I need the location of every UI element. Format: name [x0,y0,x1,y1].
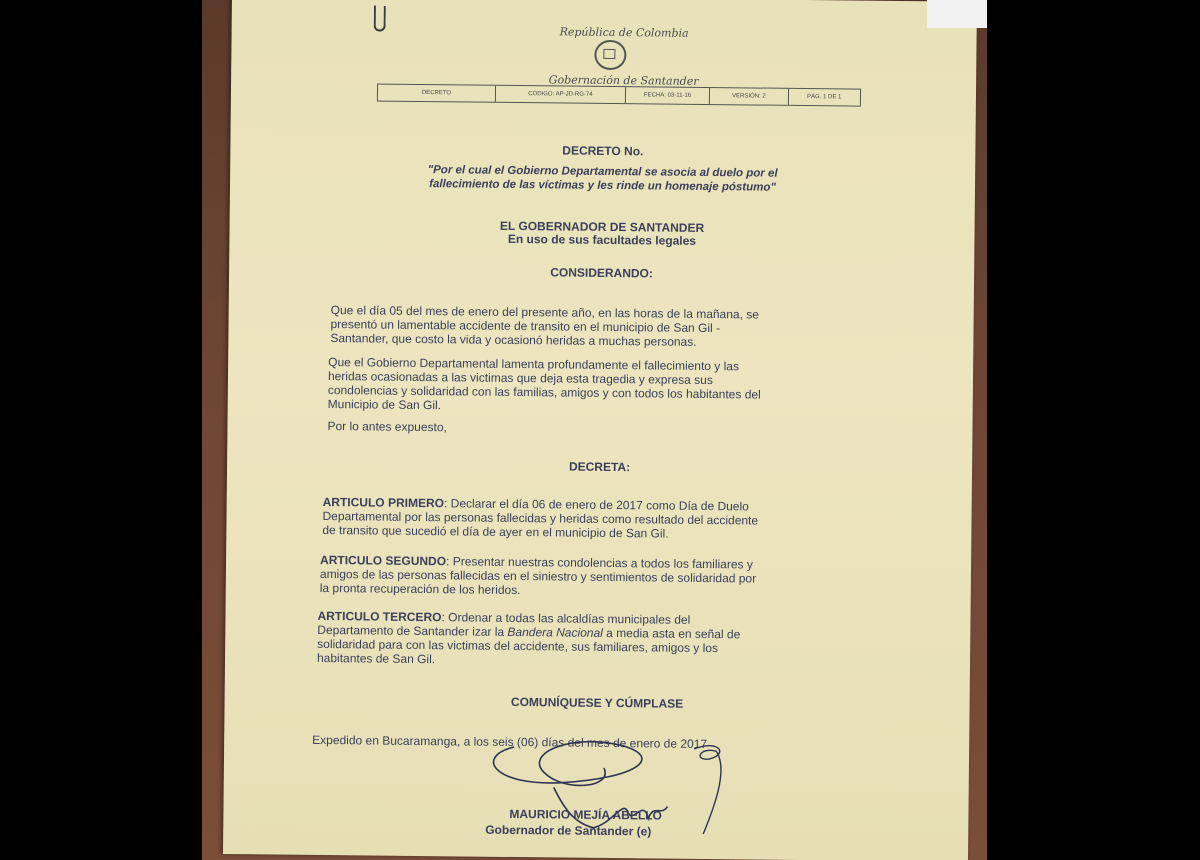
considering-paragraph-1 [330,303,845,350]
authority-line-2: En uso de sus facultades legales [507,231,697,248]
decree-subject-line-2: fallecimiento de las víctimas y les rinde un homenaje póstumo" [429,178,776,194]
article-1 [322,495,852,543]
text-line: solidaridad para con las victimas del accidente, sus familiares, amigos y los [317,636,719,656]
text-line: Santander, que costo la vida y ocasionó heridas a muchas personas. [330,331,697,349]
considering-paragraph-2 [328,355,849,416]
text-line: Que el día 05 del mes de enero del presente año, en las horas de la mañana, se [330,303,760,322]
text-line: heridas ocasionadas a las victimas que deja esta tragedia y expresa sus [327,369,713,388]
closing-formula: COMUNÍQUESE Y CÚMPLASE [510,694,684,711]
article-3-text: : Ordenar a todas las alcaldías municipales del [441,610,691,627]
signer-title: Gobernador de Santander (e) [485,822,652,839]
decree-subject-line-1: "Por el cual el Gobierno Departamental se asocia al duelo por el [427,164,778,180]
header-cell-type: DECRETO [378,85,496,102]
text-line: de transito que sucedió el día de ayer en el municipio de San Gil. [322,522,669,541]
article-3-text-pre: Departamento de Santander izar la [317,622,508,639]
background-sheet [927,0,987,28]
document-photo [202,0,987,860]
article-3-text-post: a media asta en señal de [602,625,741,642]
article-3 [317,609,854,671]
national-flag-text: Bandera Nacional [507,624,603,640]
considering-paragraph-3: Por lo antes expuesto, [327,419,447,435]
considering-heading: CONSIDERANDO: [550,265,653,281]
letterhead-republic: República de Colombia [559,25,689,40]
text-line: Departamental por las personas fallecidas y heridas como resultado del accidente [322,508,759,528]
signer-name: MAURICIO MEJÍA ABELLO [509,806,662,823]
article-1-text: : Declarar el día 06 de enero de 2017 como Día de Duelo [443,496,749,514]
text-line: presentó un lamentable accidente de transito en el municipio de San Gil - [330,317,721,336]
text-line: habitantes de San Gil. [316,650,436,667]
text-line: la pronta recuperación de los heridos. [319,580,521,598]
issued-place-date: Expedido en Bucaramanga, a los seis (06) días del mes de enero de 2017 [312,732,708,752]
decrees-heading: DECRETA: [568,459,631,475]
letterhead-government: Gobernación de Santander [548,73,699,88]
decree-page [223,0,977,860]
article-2 [320,553,852,601]
decree-title: DECRETO No. [562,143,644,159]
coat-of-arms-icon [594,40,626,70]
header-cell-code: CÓDIGO: AP-JD-RG-74 [496,86,626,103]
form-header-table [377,84,861,107]
text-line: condolencias y solidaridad con las familias, amigos y con todos los habitantes del [327,383,761,402]
authority-line-1: EL GOBERNADOR DE SANTANDER [499,218,705,235]
article-2-label: ARTICULO SEGUNDO [320,552,447,569]
text-line: Que el Gobierno Departamental lamenta profundamente el fallecimiento y las [328,355,740,374]
header-cell-page: PÁG. 1 DE 1 [807,94,842,101]
article-3-label: ARTICULO TERCERO [317,608,442,625]
header-cell-date: FECHA: 03-11-16 [626,87,710,104]
text-line: Municipio de San Gil. [327,397,442,413]
header-cell-version: VERSIÓN: 2 [710,88,789,105]
article-1-label: ARTICULO PRIMERO [322,494,445,511]
article-2-text: : Presentar nuestras condolencias a todos los familiares y [445,554,753,572]
text-line: amigos de las personas fallecidas en el siniestro y sentimientos de solidaridad por [319,566,757,586]
